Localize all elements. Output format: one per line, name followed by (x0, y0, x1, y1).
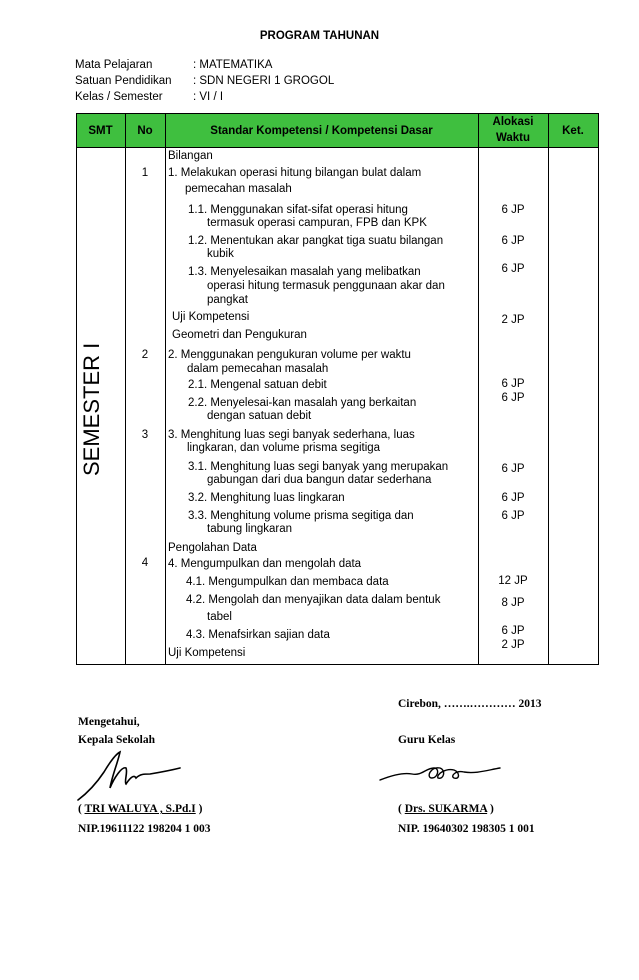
teacher-name: Drs. SUKARMA (404, 803, 488, 815)
section-heading: Geometri dan Pengukuran (172, 329, 307, 341)
section-heading: Bilangan (168, 150, 213, 162)
header-waktu: Waktu (495, 132, 531, 144)
time-allocation: 12 JP (498, 575, 528, 587)
standard-line: dalam pemecahan masalah (187, 363, 329, 375)
teacher-nip: NIP. 19640302 198305 1 001 (398, 823, 535, 835)
school-label: Satuan Pendidikan (75, 75, 172, 87)
class-label: Kelas / Semester (75, 91, 163, 103)
basic-competency-line: kubik (207, 248, 234, 260)
basic-competency-line: 1.3. Menyelesaikan masalah yang melibatkan (188, 266, 421, 278)
standard-line: 2. Menggunakan pengukuran volume per waktu (168, 349, 411, 361)
time-allocation: 6 JP (501, 392, 525, 404)
principal-title: Kepala Sekolah (78, 734, 156, 746)
competency-number: 4 (141, 557, 149, 569)
basic-competency-line: pangkat (207, 294, 248, 306)
principal-name-line: ( TRI WALUYA , S.Pd.I ) (78, 803, 203, 815)
competency-number: 3 (141, 429, 149, 441)
basic-competency-line: 3.2. Menghitung luas lingkaran (188, 492, 345, 504)
header-kd: Standar Kompetensi / Kompetensi Dasar (210, 125, 433, 137)
header-smt: SMT (88, 125, 113, 137)
section-heading: Pengolahan Data (168, 542, 257, 554)
time-allocation: 6 JP (501, 510, 525, 522)
time-allocation: 2 JP (501, 314, 525, 326)
basic-competency-line: tabel (207, 611, 232, 623)
standard-line: 1. Melakukan operasi hitung bilangan bulat dalam (168, 167, 422, 179)
basic-competency-line: operasi hitung termasuk penggunaan akar dan (207, 280, 445, 292)
time-allocation: 8 JP (501, 597, 525, 609)
page-title: PROGRAM TAHUNAN (259, 30, 380, 42)
table-col-divider (165, 113, 166, 665)
subject-label: Mata Pelajaran (75, 59, 153, 71)
principal-signature (74, 748, 184, 808)
basic-competency-line: 2.2. Menyelesai-kan masalah yang berkaitan (188, 397, 417, 409)
basic-competency-line: dengan satuan debit (207, 410, 312, 422)
basic-competency-line: tabung lingkaran (207, 523, 293, 535)
header-ket: Ket. (562, 125, 584, 137)
basic-competency-line: 3.1. Menghitung luas segi banyak yang merupakan (188, 461, 449, 473)
class-value: : VI / I (193, 91, 224, 103)
basic-competency-line: 4.3. Menafsirkan sajian data (186, 629, 330, 641)
basic-competency-line: 4.2. Mengolah dan menyajikan data dalam bentuk (186, 594, 441, 606)
table-border-top (76, 113, 599, 114)
time-allocation: 6 JP (501, 263, 525, 275)
section-heading: Uji Kompetensi (172, 311, 250, 323)
table-col-divider (125, 113, 126, 665)
place-date: Cirebon, …….………… 2013 (398, 698, 542, 710)
school-value: : SDN NEGERI 1 GROGOL (193, 75, 335, 87)
basic-competency-line: gabungan dari dua bangun datar sederhana (207, 474, 432, 486)
time-allocation: 6 JP (501, 204, 525, 216)
standard-line: 3. Menghitung luas segi banyak sederhana, luas (168, 429, 415, 441)
time-allocation: 6 JP (501, 463, 525, 475)
semester-label: SEMESTER I (79, 342, 104, 476)
principal-name: TRI WALUYA , S.Pd.I (84, 803, 196, 815)
competency-number: 1 (141, 167, 149, 179)
teacher-name-line: ( Drs. SUKARMA ) (398, 803, 494, 815)
time-allocation: 6 JP (501, 625, 525, 637)
header-alokasi: Alokasi (492, 116, 534, 128)
section-heading: Uji Kompetensi (168, 647, 246, 659)
basic-competency-line: 4.1. Mengumpulkan dan membaca data (186, 576, 389, 588)
standard-line: pemecahan masalah (185, 183, 292, 195)
table-header-divider (76, 147, 599, 148)
time-allocation: 6 JP (501, 492, 525, 504)
standard-line: 4. Mengumpulkan dan mengolah data (168, 558, 362, 570)
table-border-right (598, 113, 599, 665)
basic-competency-line: 1.1. Menggunakan sifat-sifat operasi hitung (188, 204, 408, 216)
subject-value: : MATEMATIKA (193, 59, 273, 71)
basic-competency-line: termasuk operasi campuran, FPB dan KPK (207, 217, 427, 229)
acknowledge-label: Mengetahui, (78, 716, 140, 728)
teacher-title: Guru Kelas (398, 734, 456, 746)
time-allocation: 6 JP (501, 235, 525, 247)
basic-competency-line: 3.3. Menghitung volume prisma segitiga dan (188, 510, 414, 522)
basic-competency-line: 2.1. Mengenal satuan debit (188, 379, 327, 391)
table-border-left (76, 113, 77, 665)
header-no: No (137, 125, 153, 137)
principal-nip: NIP.19611122 198204 1 003 (78, 823, 211, 835)
time-allocation: 6 JP (501, 378, 525, 390)
competency-number: 2 (141, 349, 149, 361)
basic-competency-line: 1.2. Menentukan akar pangkat tiga suatu bilangan (188, 235, 444, 247)
time-allocation: 2 JP (501, 639, 525, 651)
teacher-signature (376, 756, 506, 796)
standard-line: lingkaran, dan volume prisma segitiga (187, 442, 381, 454)
table-col-divider (548, 113, 549, 665)
table-border-bottom (76, 664, 599, 665)
